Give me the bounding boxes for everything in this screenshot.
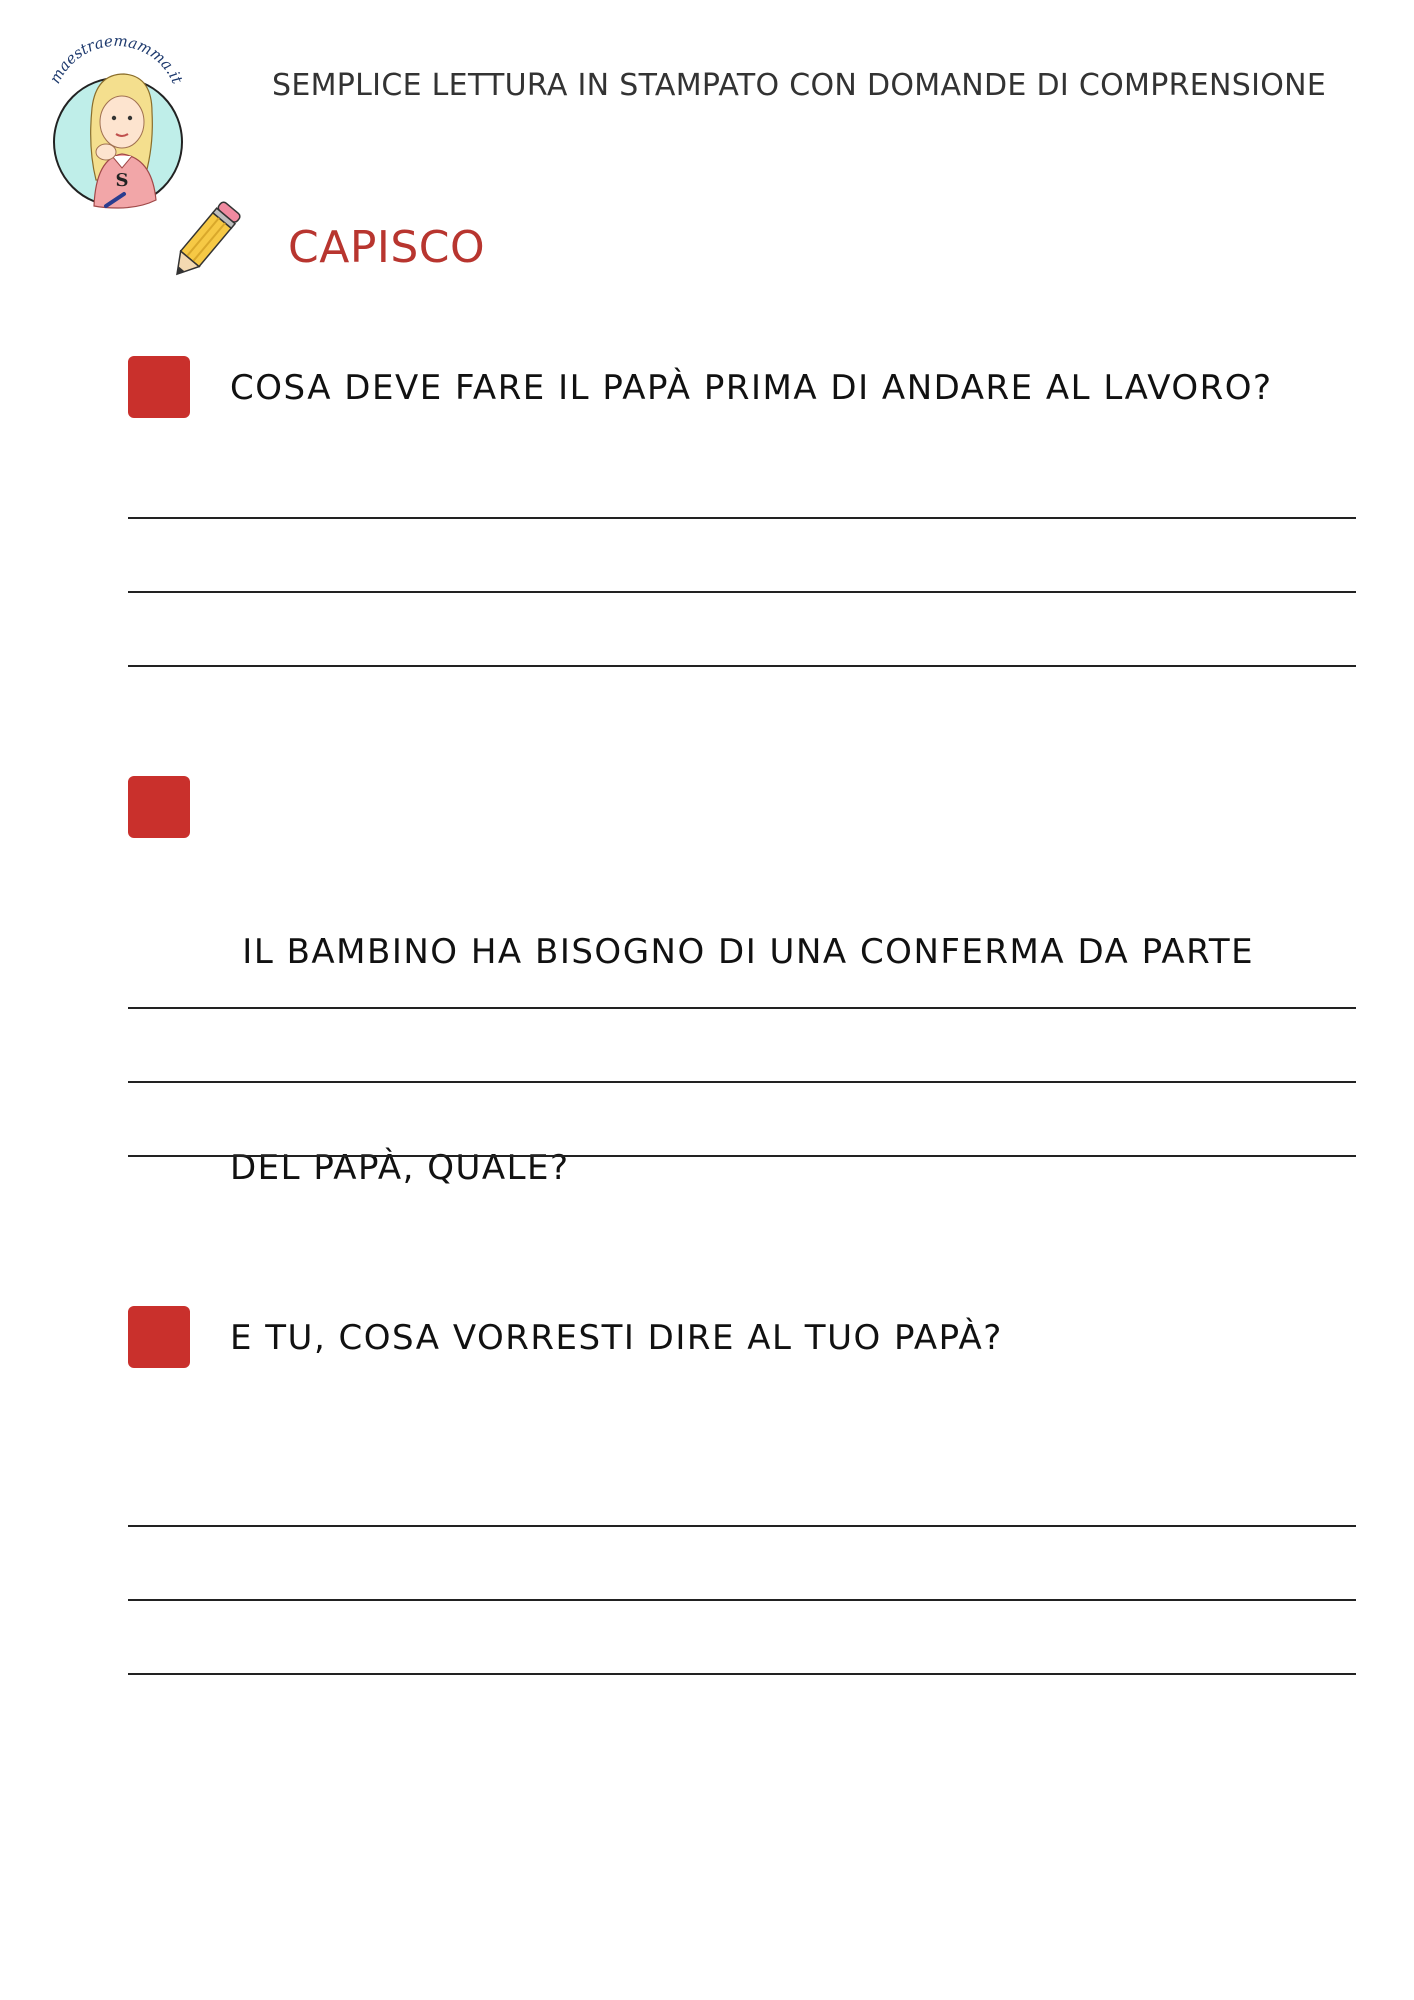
logo-site-name: maestraemamma.it xyxy=(45,31,187,87)
answer-line[interactable] xyxy=(128,1599,1356,1601)
answer-line[interactable] xyxy=(128,591,1356,593)
question-2-line: IL BAMBINO HA BISOGNO DI UNA CONFERMA DA PARTE xyxy=(230,932,1255,972)
question-1-line: COSA DEVE FARE IL PAPÀ PRIMA DI ANDARE AL LAVORO? xyxy=(230,368,1273,408)
question-bullet xyxy=(128,356,190,418)
page-header-title: SEMPLICE LETTURA IN STAMPATO CON DOMANDE DI COMPRENSIONE xyxy=(272,68,1327,103)
question-3-line: E TU, COSA VORRESTI DIRE AL TUO PAPÀ? xyxy=(230,1318,1003,1358)
question-bullet xyxy=(128,776,190,838)
question-3-text xyxy=(230,1302,1003,1374)
answer-line[interactable] xyxy=(128,1525,1356,1527)
pencil-icon xyxy=(158,196,250,288)
question-2-line: DEL PAPÀ, QUALE? xyxy=(230,1148,570,1188)
answer-line[interactable] xyxy=(128,517,1356,519)
answer-line[interactable] xyxy=(128,1081,1356,1083)
question-2-text xyxy=(230,772,1254,1276)
section-title: CAPISCO xyxy=(288,222,486,273)
answer-line[interactable] xyxy=(128,1155,1356,1157)
question-1-text xyxy=(230,352,1273,424)
answer-line[interactable] xyxy=(128,1007,1356,1009)
answer-line[interactable] xyxy=(128,665,1356,667)
question-bullet xyxy=(128,1306,190,1368)
logo-letter: S xyxy=(115,170,129,191)
answer-line[interactable] xyxy=(128,1673,1356,1675)
site-logo xyxy=(36,30,196,210)
